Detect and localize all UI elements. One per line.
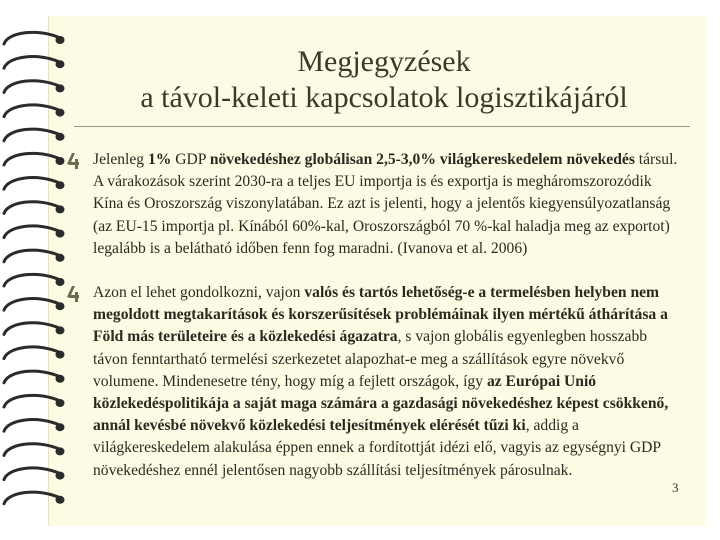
bold-text-segment: az Európai Unió közlekedéspolitikája a saját maga számára a gazdasági növekedéshez képest csökkenő, annál kevésbé növekvő közlekedési teljesítmények elérését tűzi ki <box>93 372 669 435</box>
page-number: 3 <box>672 480 679 495</box>
bold-text-segment: 1% <box>148 151 172 168</box>
spiral-ring <box>4 395 65 407</box>
spiral-ring <box>4 202 65 214</box>
spiral-ring <box>4 492 65 504</box>
spiral-ring <box>4 178 65 190</box>
spiral-ring <box>4 32 65 44</box>
paragraph-1 <box>93 149 685 260</box>
title-line-2: a távol-keleti kapcsolatok logisztikájáról <box>140 81 628 114</box>
spiral-ring <box>4 347 65 359</box>
spiral-binding-icon <box>0 0 70 540</box>
text-segment: , addig a világkereskedelem alakulása éppen ennek a fordítottját idézi elő, vagyis az egységnyi GDP növekedéshez ennél jelentősen nagyobb szállítási teljesítmények párosulnak. <box>93 417 661 479</box>
spiral-ring <box>4 299 65 311</box>
spiral-ring <box>4 420 65 432</box>
text-segment: GDP <box>171 151 210 168</box>
bold-text-segment: növekedéshez globálisan 2,5-3,0% világkereskedelem növekedés <box>209 151 635 168</box>
title-line-1: Megjegyzések <box>297 45 471 78</box>
spiral-ring <box>4 153 65 165</box>
spiral-ring <box>4 444 65 456</box>
spiral-ring <box>4 81 65 93</box>
notepad-bullet-icon <box>64 149 86 171</box>
text-segment: , s vajon globális egyenlegben hosszabb távon fenntartható termelési szerkezetet alapozhat-e meg a szállítások egyre növekvő volumene. Mindenesetre tény, hogy míg a fejlett országok, így <box>93 328 648 390</box>
title-divider <box>74 126 690 127</box>
paragraph-2 <box>93 282 685 482</box>
text-segment: társul. A várakozások szerint 2030-ra a teljes EU importja is és exportja is megháromszorozódik Kína és Oroszország viszonylatában. Ez azt is jelenti, hogy a jelentős kiegyensúlyozatlanság (az EU-15 importja pl. Kínából 60%-kal, Oroszországból 70 %-kal haladja meg az exportot) legalább is a belátható időben fenn fog maradni. (Ivanova et al. 2006) <box>93 151 678 257</box>
spiral-ring <box>4 129 65 141</box>
text-segment: Azon el lehet gondolkozni, vajon <box>93 284 305 301</box>
notepad-bullet-icon <box>64 282 86 304</box>
spiral-ring <box>4 468 65 480</box>
spiral-ring <box>4 371 65 383</box>
spiral-ring <box>4 226 65 238</box>
bold-text-segment: valós és tartós lehetőség-e a termelésben helyben nem megoldott megtakarítások és korszerűsítések problémáinak ilyen mértékű áthárítása a Föld más területeire és a közlekedési ágazatra <box>93 284 668 346</box>
spiral-ring <box>4 105 65 117</box>
spiral-ring <box>4 250 65 262</box>
text-segment: Jelenleg <box>93 151 148 168</box>
spiral-ring <box>4 57 65 69</box>
spiral-ring <box>4 323 65 335</box>
spiral-ring <box>4 274 65 286</box>
slide-title <box>70 44 698 116</box>
